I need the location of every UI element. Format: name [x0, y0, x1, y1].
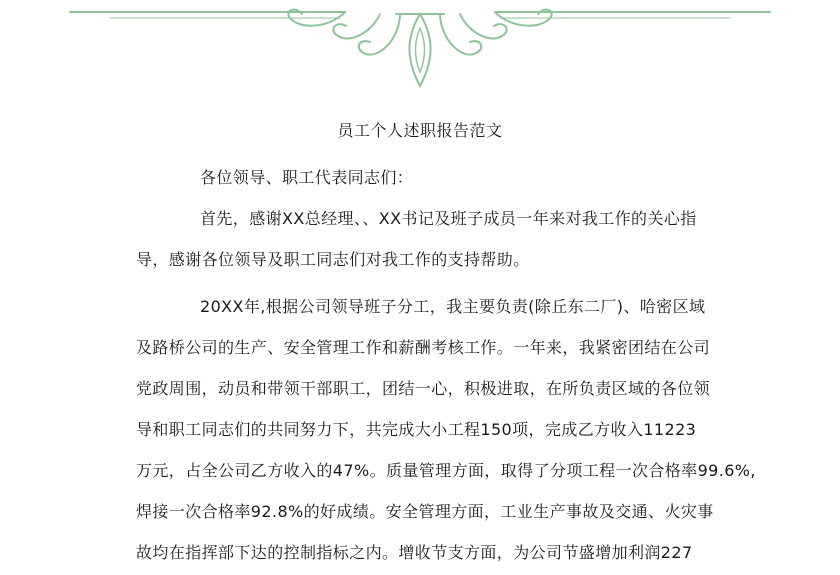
paragraph-line: 焊接一次合格率92.8%的好成绩。安全管理方面，工业生产事故及交通、火灾事 [136, 502, 714, 521]
header-ornament [0, 0, 840, 96]
salutation-line: 各位领导、职工代表同志们： [200, 168, 414, 187]
paragraph-line: 万元，占全公司乙方收入的47%。质量管理方面，取得了分项工程一次合格率99.6%, [136, 461, 756, 480]
paragraph-line: 首先，感谢XX总经理、、XX书记及班子成员一年来对我工作的关心指 [200, 209, 697, 228]
paragraph-line: 20XX年,根据公司领导班子分工，我主要负责(除丘东二厂)、哈密区域 [200, 297, 706, 316]
paragraph-line: 党政周围，动员和带领干部职工，团结一心，积极进取，在所负责区域的各位领 [136, 379, 711, 398]
paragraph-line: 及路桥公司的生产、安全管理工作和薪酬考核工作。一年来，我紧密团结在公司 [136, 338, 711, 357]
paragraph-line: 故均在指挥部下达的控制指标之内。增收节支方面，为公司节盛增加利润227 [136, 543, 693, 562]
paragraph-line: 导和职工同志们的共同努力下，共完成大小工程150项，完成乙方收入11223 [136, 420, 697, 439]
document-title: 员工个人述职报告范文 [337, 121, 503, 140]
paragraph-line: 导，感谢各位领导及职工同志们对我工作的支持帮助。 [136, 250, 530, 269]
